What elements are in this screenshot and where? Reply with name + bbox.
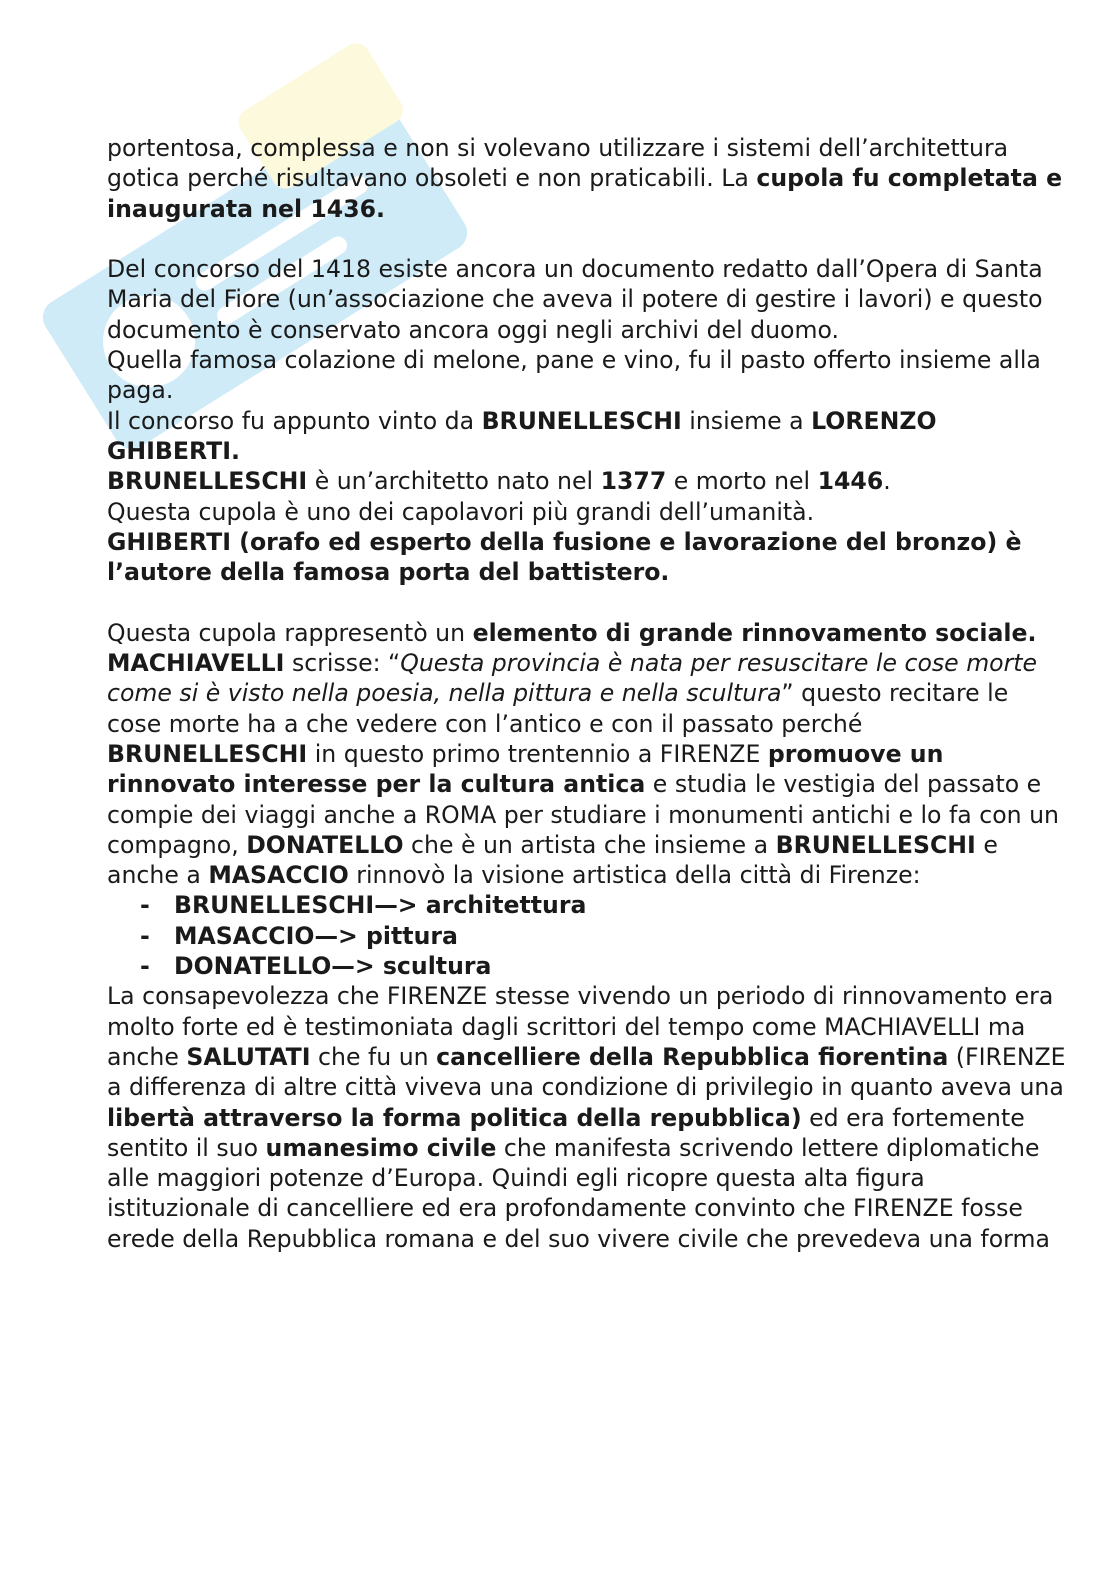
bold-run: umanesimo civile <box>265 1133 497 1162</box>
paragraph <box>107 406 1067 467</box>
text-run: e studia le vestigia del passato e compie dei viaggi anche a ROMA per studiare i monumenti antichi e lo fa con un compagno, <box>107 770 1059 859</box>
bold-run: BRUNELLESCHI <box>107 739 308 768</box>
text-run: è un’architetto nato nel <box>307 467 601 496</box>
italic-quote: Questa provincia è nata per resuscitare le cose morte come si è visto nella poesia, nella pittura e nella scultura <box>107 649 1038 708</box>
bold-run: cupola fu completata e inaugurata nel 1436. <box>107 164 1063 223</box>
paragraph <box>107 618 1067 648</box>
bold-run: 1377 <box>600 467 667 496</box>
list-item: - MASACCIO—> pittura <box>140 921 1067 951</box>
text-run: ed era fortemente sentito il suo <box>107 1103 1025 1162</box>
bold-run: LORENZO GHIBERTI. <box>107 406 937 465</box>
text-run: La consapevolezza che FIRENZE stesse vivendo un periodo di rinnovamento era molto forte ed è testimoniata dagli scrittori del tempo come MACHIAVELLI ma anche <box>107 982 1054 1071</box>
bold-run: MACHIAVELLI <box>107 649 285 678</box>
paragraph <box>107 648 1067 890</box>
text-run: Questa cupola rappresentò un <box>107 618 473 647</box>
list-item: - DONATELLO—> scultura <box>140 951 1067 981</box>
paragraph <box>107 466 1067 496</box>
text-run: e anche a <box>107 830 998 890</box>
text-run: insieme a <box>681 406 812 435</box>
bold-run: BRUNELLESCHI <box>107 467 308 496</box>
bold-run: elemento di grande rinnovamento sociale. <box>472 618 1037 647</box>
text-run: che manifesta scrivendo lettere diplomatiche alle maggiori potenze d’Europa. Quindi egli ricopre questa alta figura istituzionale di cancelliere ed era profondamente convinto che FIRENZE fosse erede della Repubblica romana e del suo vivere civile che prevedeva una forma <box>107 1133 1050 1253</box>
bold-run: promuove un rinnovato interesse per la cultura antica <box>107 739 944 799</box>
paragraph <box>107 527 1067 588</box>
bold-run: GHIBERTI (orafo ed esperto della fusione e lavorazione del bronzo) è l’autore della famosa porta del battistero. <box>107 527 1022 587</box>
list-item: - BRUNELLESCHI—> architettura <box>140 890 1067 920</box>
text-run: in questo primo trentennio a FIRENZE <box>307 739 768 768</box>
text-run: Quella famosa colazione di melone, pane e vino, fu il pasto offerto insieme alla paga. <box>107 346 1041 405</box>
text-run: (FIRENZE a differenza di altre città viveva una condizione di privilegio in quanto aveva una <box>107 1042 1066 1102</box>
artist-list <box>107 890 1067 981</box>
blank-line <box>107 587 1067 617</box>
text-run: ” questo recitare le cose morte ha a che vedere con l’antico e con il passato perché <box>107 679 1009 738</box>
paragraph <box>107 981 1067 1254</box>
bold-run: libertà attraverso la forma politica della repubblica) <box>107 1103 802 1132</box>
document-body <box>107 133 1067 1254</box>
bold-run: cancelliere della Repubblica fiorentina <box>436 1042 949 1071</box>
text-run: scrisse: “ <box>284 649 401 678</box>
blank-line <box>107 224 1067 254</box>
paragraph <box>107 133 1067 224</box>
paragraph <box>107 345 1067 406</box>
bold-run: DONATELLO <box>246 830 404 859</box>
bold-run: SALUTATI <box>186 1042 311 1071</box>
text-run: che è un artista che insieme a <box>403 830 776 859</box>
text-run: Questa cupola è uno dei capolavori più grandi dell’umanità. <box>107 497 815 526</box>
paragraph <box>107 497 1067 527</box>
bold-run: MASACCIO <box>208 861 349 890</box>
bold-run: BRUNELLESCHI <box>481 406 682 435</box>
paragraph <box>107 254 1067 345</box>
text-run: che fu un <box>310 1042 437 1071</box>
bold-run: BRUNELLESCHI <box>775 830 976 859</box>
bold-run: 1446 <box>817 467 884 496</box>
text-run: . <box>883 467 891 496</box>
text-run: portentosa, complessa e non si volevano utilizzare i sistemi dell’architettura gotica perché risultavano obsoleti e non praticabili. La <box>107 134 1009 193</box>
text-run: rinnovò la visione artistica della città di Firenze: <box>348 861 921 890</box>
text-run: Il concorso fu appunto vinto da <box>107 406 482 435</box>
text-run: Del concorso del 1418 esiste ancora un documento redatto dall’Opera di Santa Maria del Fiore (un’associazione che aveva il potere di gestire i lavori) e questo documento è conservato ancora oggi negli archivi del duomo. <box>107 255 1043 344</box>
text-run: e morto nel <box>666 467 818 496</box>
